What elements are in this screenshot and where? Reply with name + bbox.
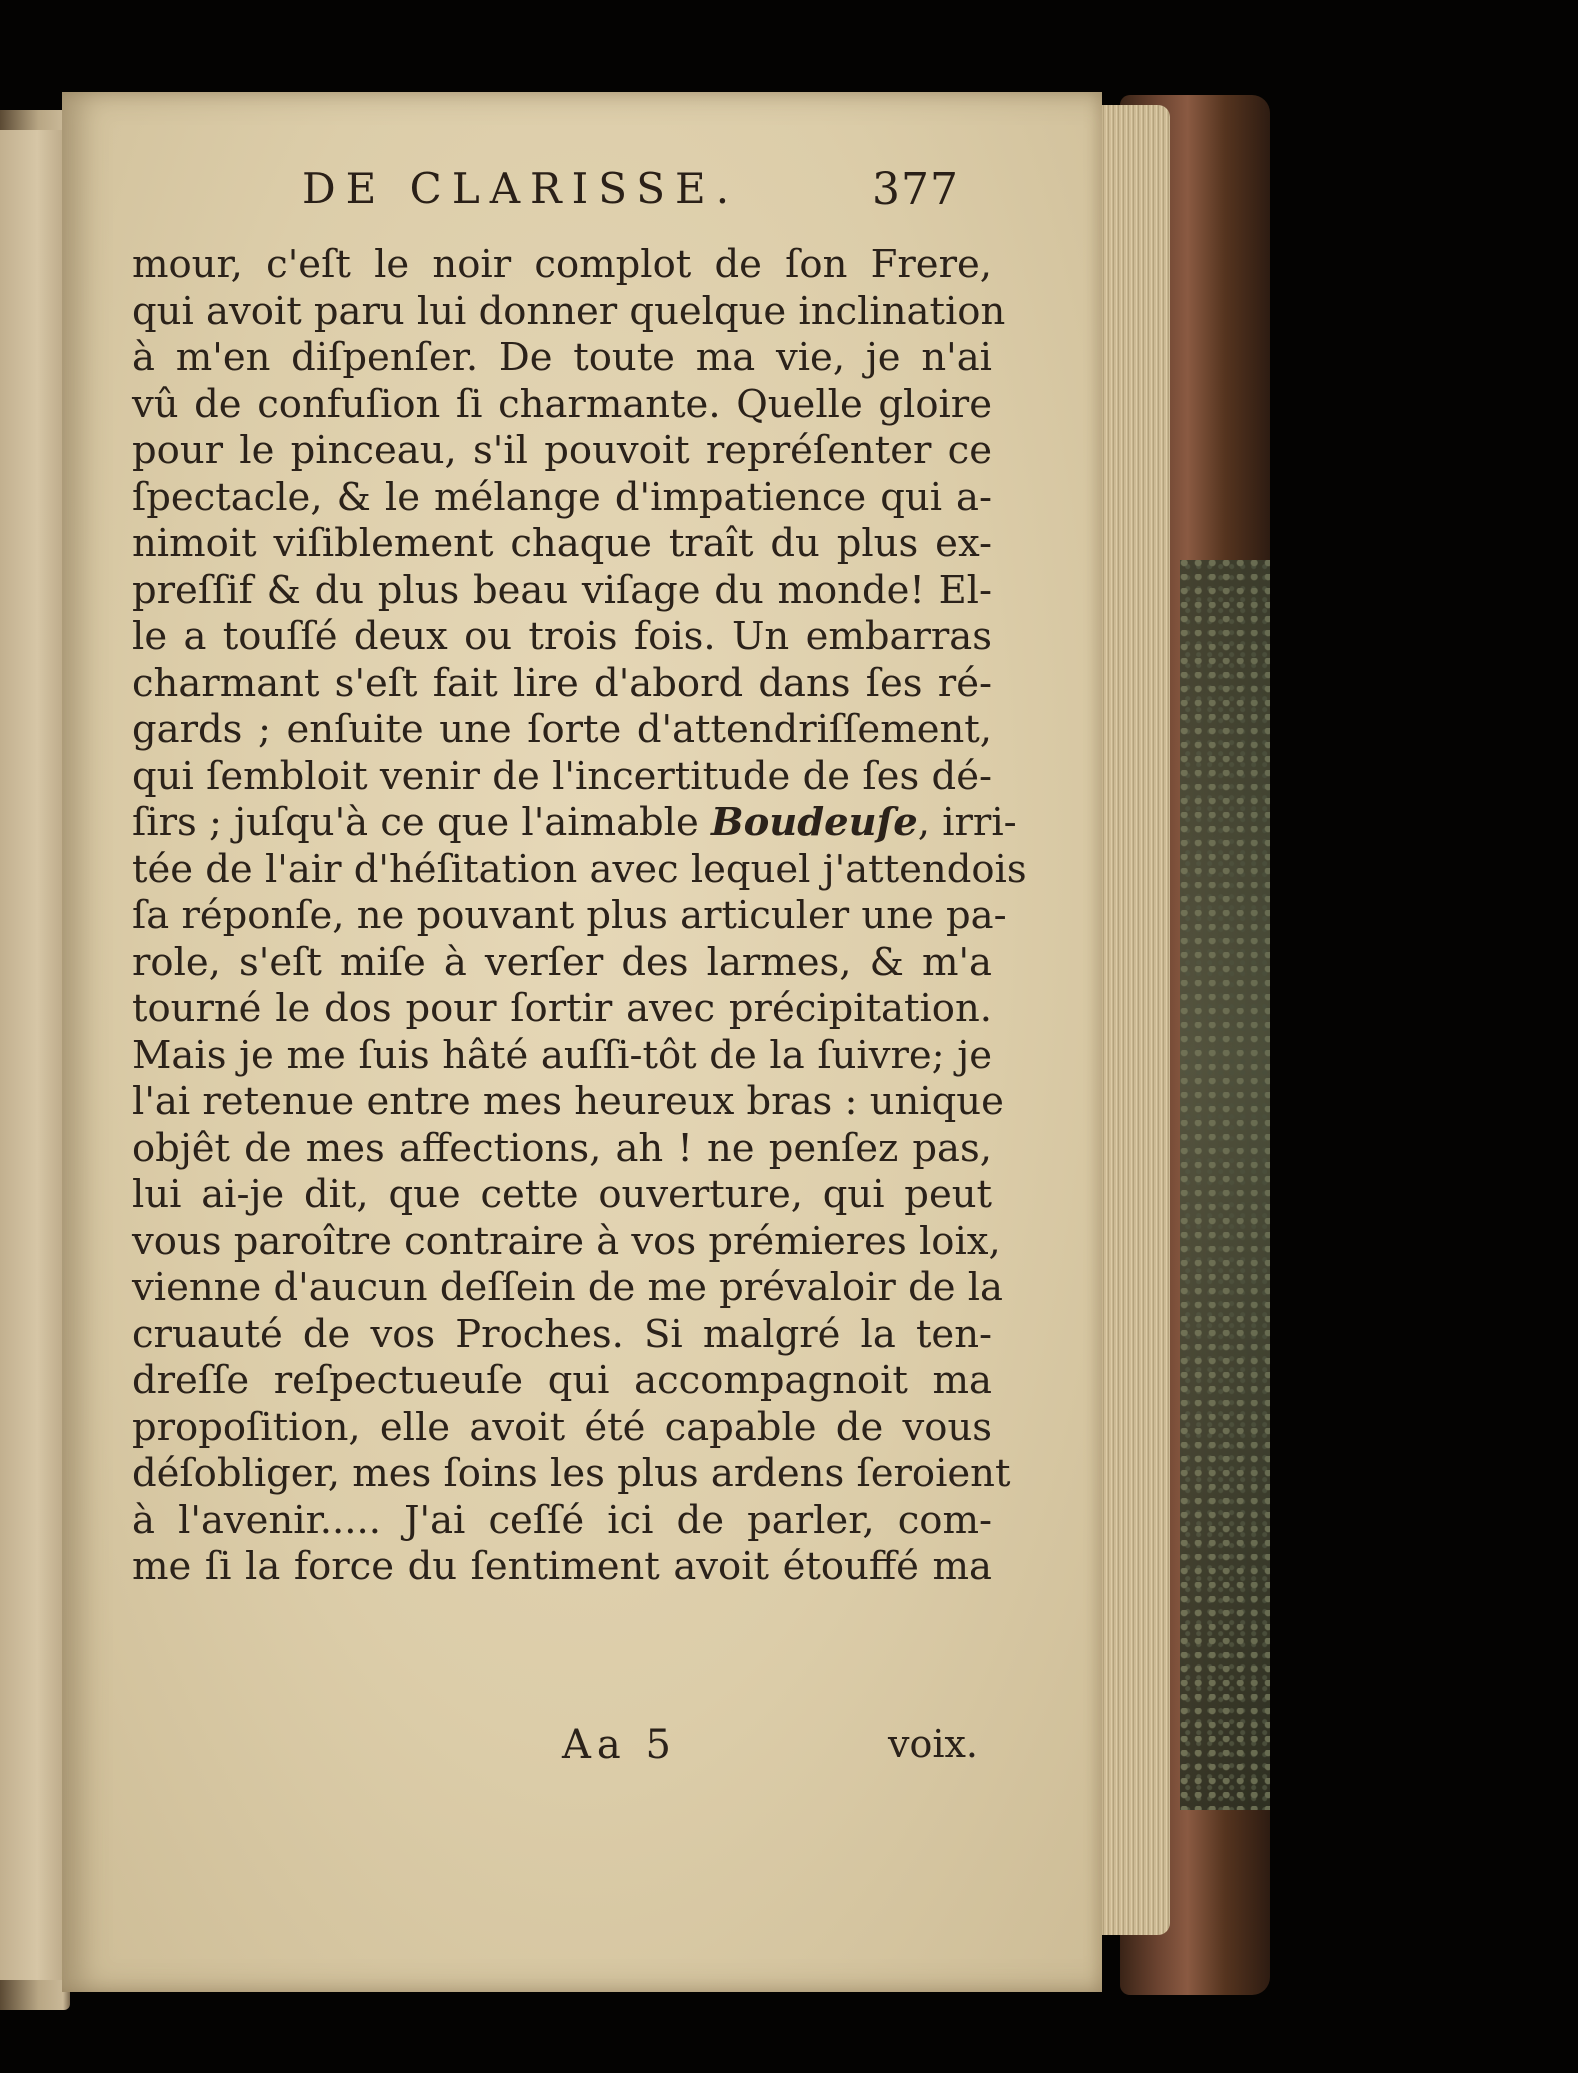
text-line: déſobliger, mes ſoins les plus ardens ſeroient (132, 1451, 1011, 1496)
text-line: preſſif & du plus beau viſage du monde! El- (132, 567, 992, 613)
text-line: Mais je me ſuis hâté auſſi-tôt de la ſuivre; je (132, 1032, 992, 1078)
text-line-with-italic (132, 800, 1017, 847)
text-line: role, s'eſt miſe à verſer des larmes, & m'a (132, 939, 992, 985)
text-line: lui ai-je dit, que cette ouverture, qui peut (132, 1172, 992, 1217)
text-line: charmant s'eſt fait lire d'abord dans ſes ré- (132, 660, 992, 706)
text-segment: ſirs ; juſqu'à ce que l'aimable (132, 800, 712, 845)
text-line: qui avoit paru lui donner quelque inclination (132, 288, 1006, 334)
text-line: me ſi la force du ſentiment avoit étouffé ma (132, 1544, 992, 1589)
text-line: qui ſembloit venir de l'incertitude de ſes dé- (132, 753, 992, 799)
page-fore-edge (1090, 105, 1170, 1935)
text-segment: , irri- (917, 800, 1017, 845)
text-line: dreſſe reſpectueuſe qui accompagnoit ma (132, 1358, 992, 1403)
text-line: vienne d'aucun deſſein de me prévaloir de la (132, 1265, 1004, 1310)
body-text (132, 242, 1027, 1591)
text-line: ſa réponſe, ne pouvant plus articuler une pa- (132, 893, 1007, 938)
text-line: l'ai retenue entre mes heureux bras : unique (132, 1079, 1004, 1124)
left-facing-page-surface (0, 130, 62, 1980)
marbled-board (1180, 560, 1270, 1810)
text-line: nimoit viſiblement chaque traît du plus ex- (132, 521, 992, 566)
signature-mark: Aa 5 (562, 1722, 677, 1768)
text-line: à m'en diſpenſer. De toute ma vie, je n'ai (132, 335, 992, 380)
text-line: tée de l'air d'héſitation avec lequel j'attendois (132, 846, 1027, 892)
text-line: cruauté de vos Proches. Si malgré la ten- (132, 1311, 992, 1357)
text-line: gards ; enſuite une ſorte d'attendriſſement, (132, 707, 992, 752)
text-line: à l'avenir..... J'ai ceſſé ici de parler, com- (132, 1497, 992, 1543)
italic-word: Boudeuſe (711, 800, 918, 845)
text-line: vû de confuſion ſi charmante. Quelle gloire (132, 381, 992, 427)
text-line: tourné le dos pour ſortir avec précipitation. (132, 986, 992, 1031)
text-line: objêt de mes affections, ah ! ne penſez pas, (132, 1125, 992, 1171)
book-page (62, 92, 1102, 1992)
text-line: vous paroître contraire à vos prémieres loix, (132, 1218, 1001, 1264)
text-line: mour, c'eſt le noir complot de ſon Frere, (132, 242, 992, 287)
page-number: 377 (872, 164, 959, 215)
running-title: DE CLARISSE. (302, 164, 740, 213)
text-line: propoſition, elle avoit été capable de vous (132, 1404, 992, 1450)
catchword: voix. (888, 1722, 979, 1766)
text-line: pour le pinceau, s'il pouvoit repréſenter ce (132, 428, 992, 473)
text-line: ſpectacle, & le mélange d'impatience qui a- (132, 474, 992, 520)
text-line: le a touſſé deux ou trois fois. Un embarras (132, 614, 992, 659)
